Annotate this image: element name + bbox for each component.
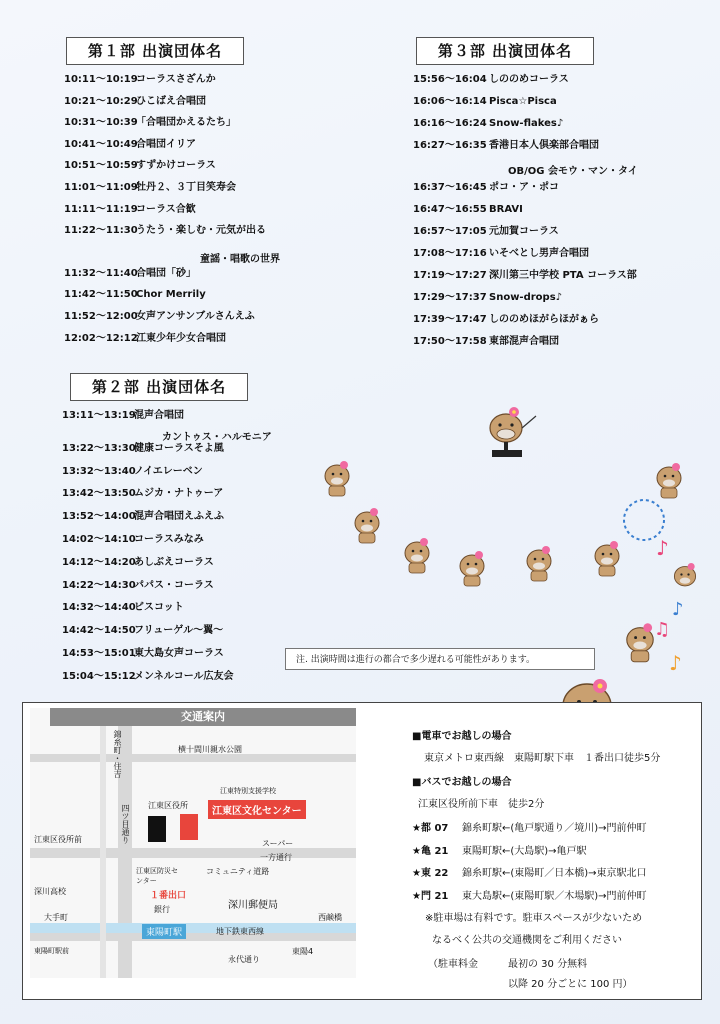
super-label: スーパー <box>262 839 294 848</box>
mascot-conductor-icon <box>478 400 538 468</box>
oneway-label: 一方通行 <box>260 853 292 862</box>
schedule-row <box>62 409 184 423</box>
group-name: あしぶえコーラス <box>134 556 214 568</box>
part1-heading: 第１部 出演団体名 <box>66 37 244 65</box>
schedule-time: 17:08～17:16 <box>413 248 487 259</box>
group-name: フリューゲル～翼～ <box>134 625 224 637</box>
schedule-time: 16:47～16:55 <box>413 204 487 215</box>
group-name: 混声合唱団えふえふ <box>134 511 224 523</box>
svg-text:♪: ♪ <box>656 536 669 560</box>
schedule-row <box>62 510 224 524</box>
mascot-singer-icon <box>455 548 489 588</box>
schedule-time: 11:32～11:40 <box>64 267 138 279</box>
schedule-row <box>64 267 196 281</box>
schedule-time: 13:32～13:40 <box>62 465 136 477</box>
group-name: 健康コーラスそよ風 <box>134 442 224 454</box>
schedule-time: 13:52～14:00 <box>62 511 136 523</box>
bus-route-id: ★亀 21 <box>412 845 449 857</box>
group-name: コーラスさざんか <box>136 74 216 85</box>
schedule-row <box>62 670 234 684</box>
group-name: Snow-flakes♪ <box>489 118 564 129</box>
group-name: 女声アンサンブルさんえふ <box>136 311 255 322</box>
schedule-time: 13:11～13:19 <box>62 410 136 421</box>
group-name: 東大島女声コーラス <box>134 648 224 659</box>
schedule-row <box>64 310 255 324</box>
mascot-singer-icon <box>350 505 384 545</box>
map-title: 交通案内 <box>50 708 356 726</box>
kinshicho-label: 錦糸町・住吉 <box>113 730 122 778</box>
kuyakusho-building <box>148 816 166 842</box>
group-name: 合唱団イリア <box>136 138 196 150</box>
parking-fee-1: 最初の 30 分無料 <box>508 959 588 970</box>
schedule-row <box>413 139 599 153</box>
part1-continuation: 童謡・唱歌の世界 <box>200 254 280 265</box>
schedule-time: 10:11～10:19 <box>64 74 138 85</box>
higashi4-label: 東陽4 <box>292 947 314 956</box>
schedule-time: 16:16～16:24 <box>413 118 487 129</box>
kuyakusho-label: 江東区役所 <box>148 801 188 810</box>
mascot-singer-icon <box>522 543 556 583</box>
schedule-time: 14:53～15:01 <box>62 648 136 659</box>
group-name: Chor Merrily <box>136 289 206 301</box>
schedule-row <box>62 487 223 501</box>
schedule-row <box>413 73 569 87</box>
tozai-line-label: 地下鉄東西線 <box>216 927 264 936</box>
schedule-row <box>64 224 266 238</box>
mascot-singer-icon <box>400 535 434 575</box>
group-name: パパス・コーラス <box>134 579 214 591</box>
group-name: 「合唱団かえるたち」 <box>136 117 236 129</box>
bousai-label: 江東区防災センター <box>136 867 178 885</box>
part2-heading: 第２部 出演団体名 <box>70 373 248 401</box>
schedule-time: 15:56～16:04 <box>413 74 487 85</box>
group-name: 東部混声合唱団 <box>489 336 559 347</box>
parking-fee-label: （駐車料金 <box>428 959 478 970</box>
group-name: うたう・楽しむ・元気が出る <box>136 225 266 237</box>
schedule-time: 15:04～15:12 <box>62 670 136 682</box>
schedule-time: 14:22～14:30 <box>62 579 136 591</box>
group-name: しののめコーラス <box>489 74 569 85</box>
yotsume-label: 四ツ目通り <box>121 804 130 844</box>
schedule-time: 11:42～11:50 <box>64 289 138 301</box>
schedule-time: 14:12～14:20 <box>62 556 136 568</box>
schedule-row <box>64 288 206 302</box>
group-name: ひこばえ合唱団 <box>136 95 206 107</box>
bus-route-detail: 東陽町駅←(大島駅)→亀戸駅 <box>462 845 587 857</box>
schedule-time: 11:01～11:09 <box>64 182 138 193</box>
group-name: 香港日本人倶楽部合唱団 <box>489 140 599 151</box>
eidai-label: 永代通り <box>228 955 260 964</box>
group-name: 深川第三中学校 PTA コーラス部 <box>489 270 637 281</box>
group-name: 牡丹２、３丁目笑寿会 <box>136 182 236 193</box>
schedule-row <box>62 601 184 615</box>
center-building <box>180 814 198 840</box>
group-name: ノイエレーベン <box>134 465 203 477</box>
bus-route-id: ★東 22 <box>412 868 449 879</box>
schedule-row <box>62 624 223 638</box>
schedule-row <box>413 247 589 261</box>
bank-label: 銀行 <box>154 905 170 914</box>
schedule-row <box>413 291 562 305</box>
bus-route-detail: 錦糸町駅←(東陽町／日本橋)→東京駅北口 <box>462 868 647 879</box>
group-name: 合唱団「砂」 <box>136 267 196 279</box>
svg-text:♫: ♫ <box>654 619 671 640</box>
mascot-singer-icon <box>652 460 686 500</box>
group-name: すずかけコーラス <box>136 160 216 172</box>
schedule-time: 16:37～16:45 <box>413 182 487 193</box>
schedule-time: 17:29～17:37 <box>413 292 487 303</box>
schedule-row <box>413 225 559 239</box>
schedule-time: 12:02～12:12 <box>64 332 138 344</box>
schedule-row <box>64 95 206 109</box>
parking-fee-2: 以降 20 分ごとに 100 円） <box>508 979 633 990</box>
schedule-time: 16:57～17:05 <box>413 226 487 237</box>
schedule-time: 11:22～11:30 <box>64 225 138 237</box>
schedule-time: 17:50～17:58 <box>413 336 487 347</box>
schedule-time: 11:11～11:19 <box>64 203 138 215</box>
bus-route-id: ★門 21 <box>412 890 449 902</box>
nishiki-label: 西鹸橋 <box>318 913 342 922</box>
schedule-time: 16:06～16:14 <box>413 96 487 107</box>
group-name: 元加賀コーラス <box>489 226 559 237</box>
schedule-row <box>413 95 557 109</box>
schedule-row <box>413 313 599 327</box>
schedule-time: 14:02～14:10 <box>62 534 136 545</box>
bus-route-detail: 東大島駅←(東陽町駅／木場駅)→門前仲町 <box>462 890 647 902</box>
group-name: いそべとし男声合唱団 <box>489 248 589 259</box>
toyocho-station: 東陽町駅 <box>142 924 186 939</box>
timing-note: 注. 出演時間は進行の都合で多少遅れる可能性があります。 <box>285 648 595 670</box>
schedule-row <box>64 203 196 217</box>
group-name: BRAVI <box>489 204 523 215</box>
group-name: Snow-drops♪ <box>489 292 563 303</box>
toyocho-ekimae-label: 東陽町駅前 <box>34 947 69 955</box>
otemachi-label: 大手町 <box>44 913 68 922</box>
schedule-row <box>64 138 196 152</box>
schedule-row <box>62 579 214 593</box>
access-map <box>30 708 356 978</box>
schedule-time: 14:32～14:40 <box>62 602 136 614</box>
schedule-row <box>64 159 216 173</box>
center-label: 江東区文化センター <box>208 800 306 819</box>
group-name: しののめほがらほがぁら <box>489 314 599 325</box>
schedule-time: 10:21～10:29 <box>64 95 138 107</box>
schedule-time: 16:27～16:35 <box>413 140 487 151</box>
exit1-label: １番出口 <box>150 891 187 901</box>
mascot-singer-icon <box>320 458 354 498</box>
schedule-row <box>62 647 224 661</box>
schedule-time: 14:42～14:50 <box>62 625 136 637</box>
part3-heading: 第３部 出演団体名 <box>416 37 594 65</box>
schedule-time: 13:42～13:50 <box>62 488 136 500</box>
schedule-time: 13:22～13:30 <box>62 442 136 454</box>
kuyakusho-mae-label: 江東区役所前 <box>34 835 82 844</box>
svg-text:♪: ♪ <box>672 599 684 620</box>
part3-continuation: OB/OG 会モウ・マン・タイ <box>508 166 638 177</box>
bus-route-id: ★都 07 <box>412 823 449 834</box>
group-name: コーラスみなみ <box>134 534 204 545</box>
svg-text:♪: ♪ <box>669 651 682 675</box>
schedule-time: 10:31～10:39 <box>64 117 138 129</box>
schedule-row <box>62 465 203 479</box>
schedule-time: 17:19～17:27 <box>413 270 487 281</box>
schedule-time: 17:39～17:47 <box>413 314 487 325</box>
schedule-time: 10:51～10:59 <box>64 160 138 172</box>
schedule-row <box>64 332 226 346</box>
schedule-time: 10:41～10:49 <box>64 138 138 150</box>
schedule-row <box>413 203 523 217</box>
bus-header: ■バスでお越しの場合 <box>412 777 512 788</box>
train-detail: 東京メトロ東西線 東陽町駅下車 １番出口徒歩5分 <box>424 753 661 764</box>
school-label: 江東特別支援学校 <box>220 787 276 795</box>
part2-continuation: カントゥス・ハルモニア <box>162 432 272 443</box>
bus-stop: 江東区役所前下車 徒歩2分 <box>418 799 545 810</box>
schedule-row <box>64 116 236 130</box>
group-name: Pisca☆Pisca <box>489 96 557 107</box>
park-label: 横十間川親水公園 <box>178 745 242 754</box>
schedule-row <box>413 117 563 131</box>
schedule-row <box>64 181 236 195</box>
group-name: 混声合唱団 <box>134 410 184 421</box>
schedule-row <box>62 556 214 570</box>
schedule-row <box>62 533 204 547</box>
bus-route-detail: 錦糸町駅←(亀戸駅通り／境川)→門前仲町 <box>462 823 647 834</box>
group-name: ポコ・ア・ポコ <box>489 182 559 193</box>
schedule-row <box>413 269 637 283</box>
schedule-row <box>64 73 216 87</box>
parking-note-1: ※駐車場は有料です。駐車スペースが少ないため <box>425 913 643 924</box>
group-name: コーラス合歓 <box>136 203 196 215</box>
schedule-row <box>413 335 559 349</box>
community-road-label: コミュニティ道路 <box>206 867 270 876</box>
group-name: ビスコット <box>134 602 184 614</box>
schedule-row <box>413 181 559 195</box>
fukagawa-high-label: 深川高校 <box>34 887 66 896</box>
post-office-label: 深川郵便局 <box>228 900 278 911</box>
schedule-time: 11:52～12:00 <box>64 311 138 322</box>
group-name: メンネルコール広友会 <box>134 670 234 682</box>
parking-note-2: なるべく公共の交通機関をご利用ください <box>432 935 622 946</box>
group-name: ムジカ・ナトゥーア <box>134 488 224 500</box>
group-name: 江東少年少女合唱団 <box>136 332 226 344</box>
train-header: ■電車でお越しの場合 <box>412 731 512 742</box>
